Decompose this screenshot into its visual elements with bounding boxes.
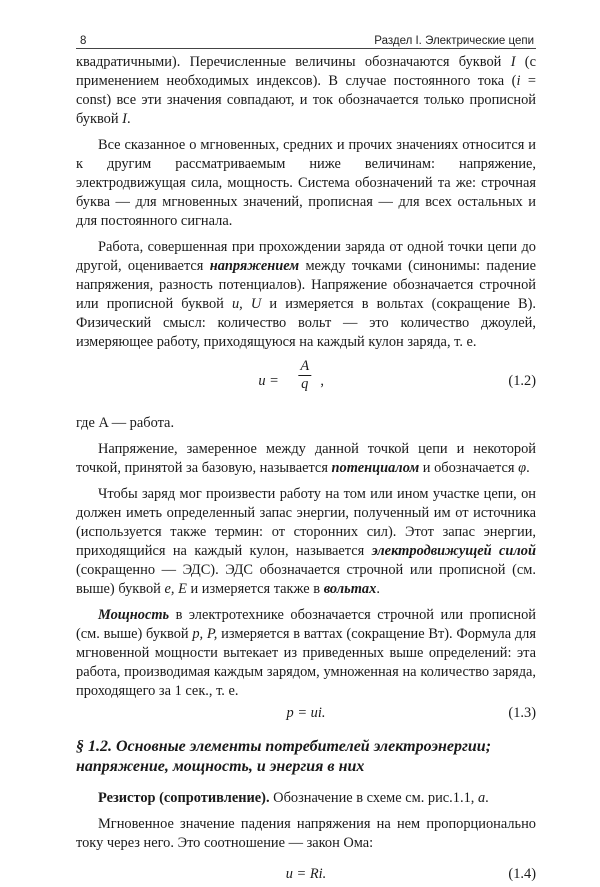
text-run: в электротехнике обозначается строчной или прописной (см. выше) буквой (76, 607, 536, 642)
symbol-I: I (510, 54, 516, 70)
symbol-e-E: e, E (164, 581, 187, 597)
text-run: (с применением необходимых индексов). В случае постоянного тока ( (76, 54, 536, 89)
fraction (298, 358, 311, 393)
paragraph-current-notation (76, 53, 536, 129)
symbol-u-U: u, U (231, 296, 262, 312)
formula-fraction (258, 358, 324, 394)
text-run: Напряжение, замеренное между данной точкой цепи и некоторой точкой, принятой за базовую, называется (76, 441, 536, 476)
formula-1-4 (76, 865, 536, 884)
paragraph-emf (76, 485, 536, 599)
section-heading: § 1.2. Основные элементы потребителей электроэнергии; напряжение, мощность, и энергия в них (76, 738, 492, 775)
paragraph-notation-system: Все сказанное о мгновенных, средних и прочих значениях относится и к другим рассматриваемым ниже величинам: напряжение, электродвижущая сила, мощность. Система обозначений та же: строчная буква — для мгновенных значений, прописная — для всех остальных и для постоянного сигнала. (76, 137, 536, 229)
text-run: Чтобы заряд мог произвести работу на том или ином участке цепи, он должен иметь определенный запас энергии, полученный им от источника (используется также термин: от сторонних сил). Этот запас энергии, приходящийся на каждый кулон, называется (76, 486, 536, 559)
symbol-i: i (516, 73, 521, 89)
text-run: . (526, 460, 530, 476)
equation-number: (1.3) (508, 705, 536, 721)
formula-expression: u = Ri. (285, 866, 327, 882)
symbol-phi: φ (518, 460, 527, 476)
paragraph-voltage-definition (76, 238, 536, 352)
term-emf: электродвижущей силой (371, 543, 536, 559)
equation-number: (1.4) (508, 866, 536, 882)
paragraph-power (76, 606, 536, 701)
text-run: и измеряется также в (186, 581, 324, 597)
text-run: и измеряется в вольтах (сокращение В). Физический смысл: количество вольт — это количество джоулей, измеряющее работу, приходящуюся на каждый кулон заряда, т. е. (76, 296, 536, 350)
text-run: . (126, 111, 131, 127)
page-body (76, 53, 536, 887)
equation-number: (1.2) (508, 373, 536, 389)
page-number: 8 (80, 35, 87, 47)
text-run: (сокращенно — ЭДС). ЭДС обозначается строчной или прописной (см. выше) буквой (76, 562, 536, 597)
text-run: измеряется в ваттах (сокращение Вт). Формула для мгновенной мощности вытекает из приведенных выше определений: эта работа, производимая каждым зарядом, умноженная на количество заряда, проходящего за 1 сек., т. е. (76, 626, 536, 699)
fraction-denominator: q (301, 376, 309, 392)
text-run: и обозначается (419, 460, 519, 476)
text-run: Работа, совершенная при прохождении заряда от одной точки цепи до другой, оценивается (76, 239, 536, 274)
text-run: = const) все эти значения совпадают, и ток обозначается только прописной буквой (76, 73, 536, 127)
text-run: Обозначение в схеме см. рис.1.1, (269, 790, 478, 806)
text-run: . (485, 790, 489, 806)
term-voltage: напряжением (209, 258, 300, 274)
text-run: . (376, 581, 380, 597)
formula-comma: , (320, 373, 324, 389)
formula-lhs: u = (258, 373, 279, 389)
text-run: между точками (синонимы: падение напряжения, разность потенциалов). Напряжение обозначается строчной или прописной буквой (76, 258, 537, 312)
formula-expression: p = ui. (286, 705, 326, 721)
formula-1-3 (76, 704, 536, 723)
figure-ref-letter: а (477, 790, 486, 806)
term-resistor: Резистор (сопротивление). (98, 790, 270, 806)
fraction-numerator: A (300, 358, 310, 374)
term-power: Мощность (98, 607, 170, 623)
paragraph-ohms-law: Мгновенное значение падения напряжения на нем пропорционально току через него. Это соотношение — закон Ома: (76, 816, 536, 851)
symbol-p-P: p, P, (192, 626, 218, 642)
term-volts: вольтах (323, 581, 377, 597)
text-run: квадратичными). Перечисленные величины обозначаются буквой (76, 54, 511, 70)
page-header (76, 30, 536, 49)
term-potential: потенциалом (331, 460, 420, 476)
formula-1-2 (76, 358, 536, 406)
running-title: Раздел I. Электрические цепи (374, 35, 534, 47)
paragraph-potential (76, 440, 536, 478)
paragraph-work-definition: где A — работа. (76, 415, 175, 431)
symbol-I: I (122, 111, 127, 127)
paragraph-resistor (76, 789, 536, 808)
